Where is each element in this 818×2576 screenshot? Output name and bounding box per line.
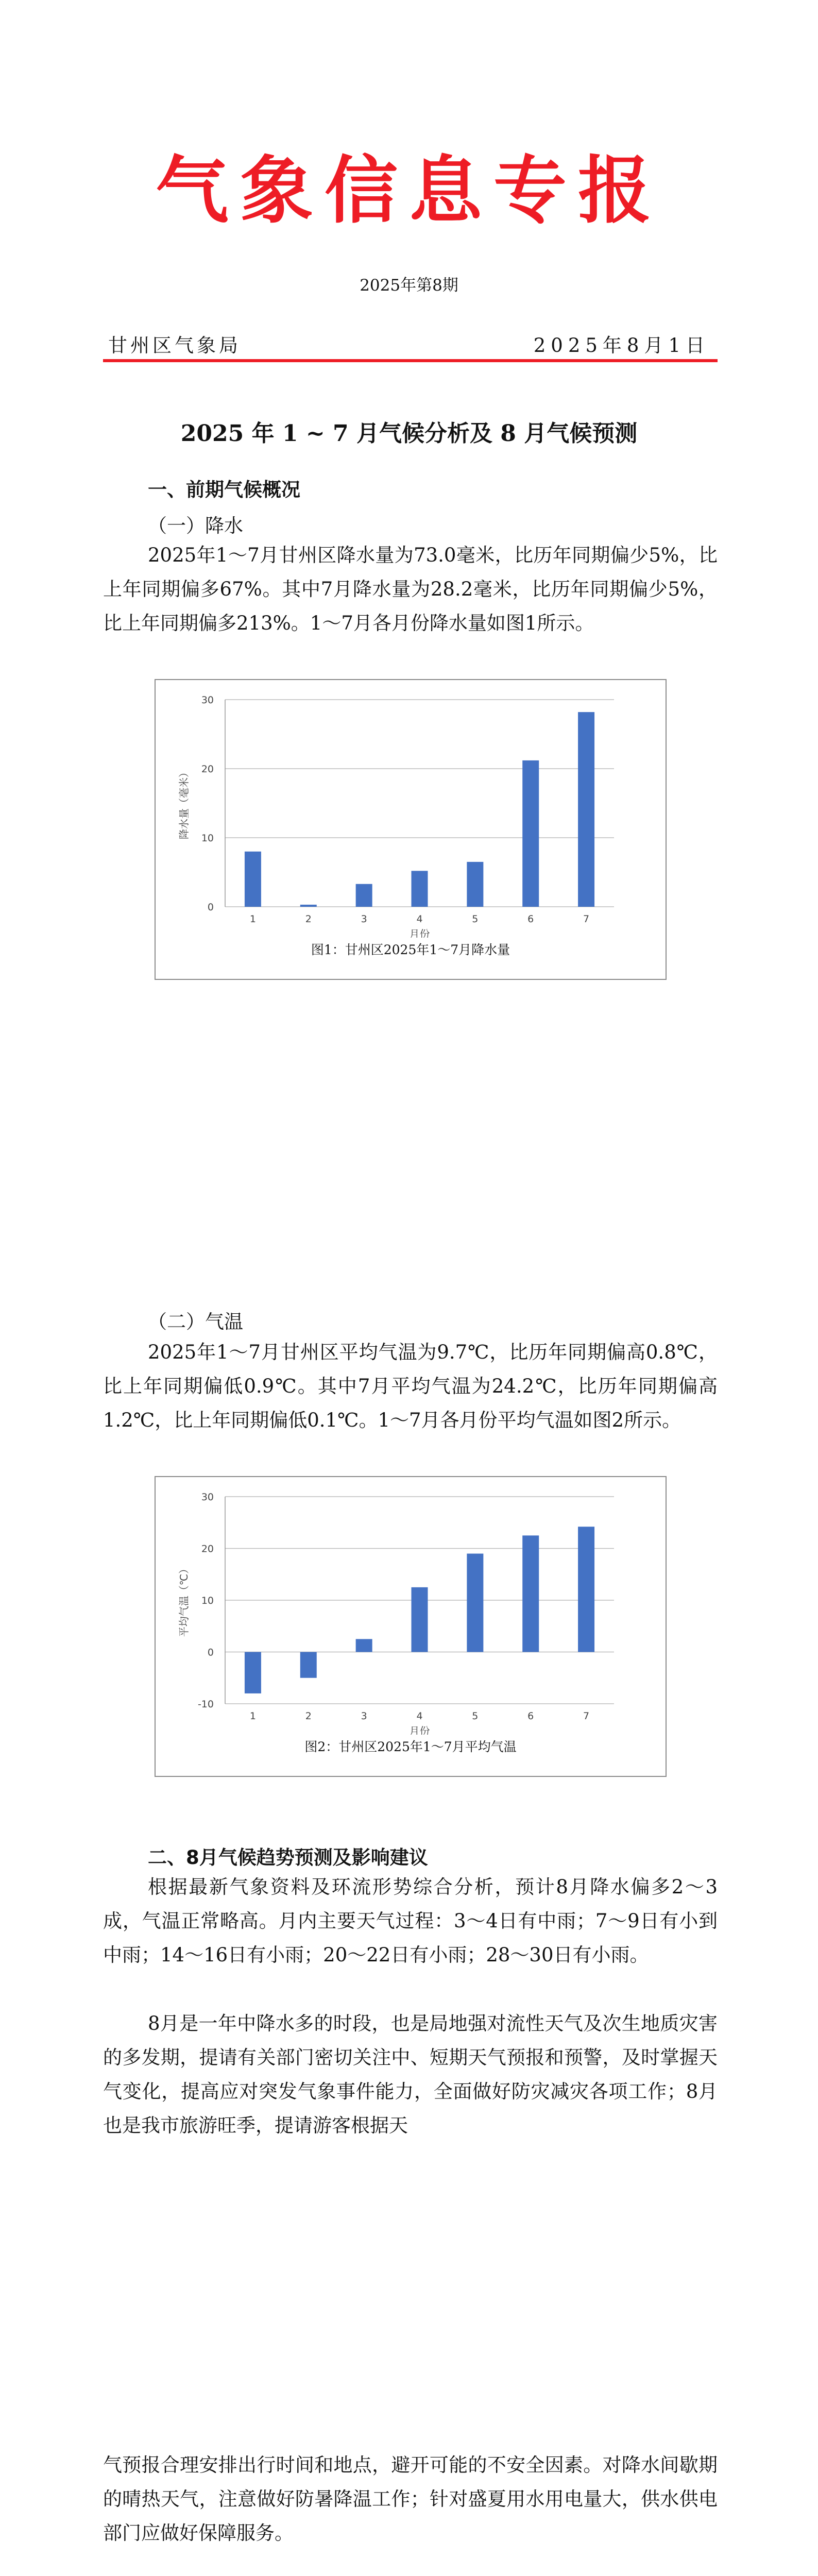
- precip-bar-3: [356, 884, 372, 907]
- precip-ytick-label: 0: [207, 902, 214, 913]
- precipitation-chart-box: [155, 679, 667, 980]
- temperature-chart: [156, 1477, 666, 1735]
- temp-xtick-label: 7: [583, 1710, 590, 1722]
- temp-bar-5: [467, 1554, 483, 1652]
- precip-bar-1: [245, 852, 261, 907]
- precip-xtick-label: 1: [249, 913, 256, 925]
- precip-x-axis-label: 月份: [409, 928, 430, 938]
- temperature-paragraph: 2025年1～7月甘州区平均气温为9.7℃，比历年同期偏高0.8℃，比上年同期偏低0.9℃。其中7月平均气温为24.2℃，比历年同期偏高1.2℃，比上年同期偏低0.1℃。1～7月各月份平均气温如图2所示。: [103, 1341, 718, 1431]
- temp-xtick-label: 2: [305, 1710, 312, 1722]
- temp-bar-3: [356, 1639, 372, 1652]
- temperature-heading: （二）气温: [148, 1311, 243, 1333]
- precip-xtick-label: 6: [527, 913, 534, 925]
- forecast-paragraph: 根据最新气象资料及环流形势综合分析，预计8月降水偏多2～3成，气温正常略高。月内主要天气过程：3～4日有中雨；7～9日有小到中雨；14～16日有小雨；20～22日有小雨；28～30日有小雨。: [103, 1876, 718, 1966]
- precip-xtick-label: 7: [583, 913, 590, 925]
- temp-x-axis-label: 月份: [409, 1725, 430, 1735]
- precip-xtick-label: 3: [361, 913, 367, 925]
- precip-xtick-label: 2: [305, 913, 312, 925]
- temp-ytick-label: 0: [207, 1647, 214, 1658]
- temp-xtick-label: 5: [472, 1710, 479, 1722]
- issue-date: 2025年8月1日: [533, 334, 710, 357]
- precipitation-paragraph: 2025年1～7月甘州区降水量为73.0毫米，比历年同期偏少5%，比上年同期偏多67%。其中7月降水量为28.2毫米，比历年同期偏少5%，比上年同期偏多213%。1～7月各月份降水量如图1所示。: [103, 544, 718, 634]
- precip-xtick-label: 5: [472, 913, 479, 925]
- precipitation-chart: [156, 680, 666, 938]
- temp-ytick-label: 20: [201, 1543, 214, 1555]
- precip-bar-4: [412, 871, 428, 907]
- temp-bar-1: [245, 1652, 261, 1693]
- precip-bar-6: [522, 760, 539, 907]
- temperature-chart-box: [155, 1476, 667, 1777]
- temp-ytick-label: -10: [197, 1699, 214, 1710]
- issuing-organization: 甘州区气象局: [108, 334, 241, 357]
- report-banner-title: 气象信息专报: [156, 148, 662, 233]
- precip-xtick-label: 4: [416, 913, 423, 925]
- temp-bar-6: [522, 1535, 539, 1652]
- temp-xtick-label: 4: [416, 1710, 423, 1722]
- temp-bar-7: [578, 1527, 594, 1652]
- precipitation-heading: （一）降水: [148, 515, 243, 537]
- precip-ytick-label: 10: [201, 833, 214, 844]
- precip-bar-5: [467, 862, 483, 907]
- header-divider: [103, 359, 718, 362]
- section2-heading: 二、8月气候趋势预测及影响建议: [148, 1846, 428, 1869]
- issue-number: 2025年第8期: [360, 276, 458, 295]
- temperature-chart-caption: 图2：甘州区2025年1～7月平均气温: [304, 1739, 517, 1754]
- precip-ytick-label: 30: [201, 694, 214, 706]
- temp-xtick-label: 1: [249, 1710, 256, 1722]
- precip-bar-7: [578, 712, 594, 907]
- precip-bar-2: [300, 905, 317, 907]
- temp-bar-4: [412, 1587, 428, 1652]
- section1-heading: 一、前期气候概况: [148, 479, 300, 501]
- precip-y-axis-label: 降水量（毫米）: [178, 767, 190, 839]
- temp-xtick-label: 3: [361, 1710, 367, 1722]
- document-title: 2025 年 1 ~ 7 月气候分析及 8 月气候预测: [180, 420, 638, 447]
- temp-ytick-label: 30: [201, 1492, 214, 1503]
- temp-xtick-label: 6: [527, 1710, 534, 1722]
- precip-ytick-label: 20: [201, 764, 214, 775]
- temp-ytick-label: 10: [201, 1595, 214, 1606]
- temp-y-axis-label: 平均气温（℃）: [178, 1563, 190, 1637]
- advice-paragraph-continued: 气预报合理安排出行时间和地点，避开可能的不安全因素。对降水间歇期的晴热天气，注意做好防暑降温工作；针对盛夏用水用电量大，供水供电部门应做好保障服务。: [103, 2454, 718, 2544]
- precipitation-chart-caption: 图1：甘州区2025年1～7月降水量: [311, 942, 510, 957]
- advice-paragraph: 8月是一年中降水多的时段，也是局地强对流性天气及次生地质灾害的多发期，提请有关部门密切关注中、短期天气预报和预警，及时掌握天气变化，提高应对突发气象事件能力，全面做好防灾减灾各项工作；8月也是我市旅游旺季，提请游客根据天: [103, 2012, 718, 2137]
- temp-bar-2: [300, 1652, 317, 1678]
